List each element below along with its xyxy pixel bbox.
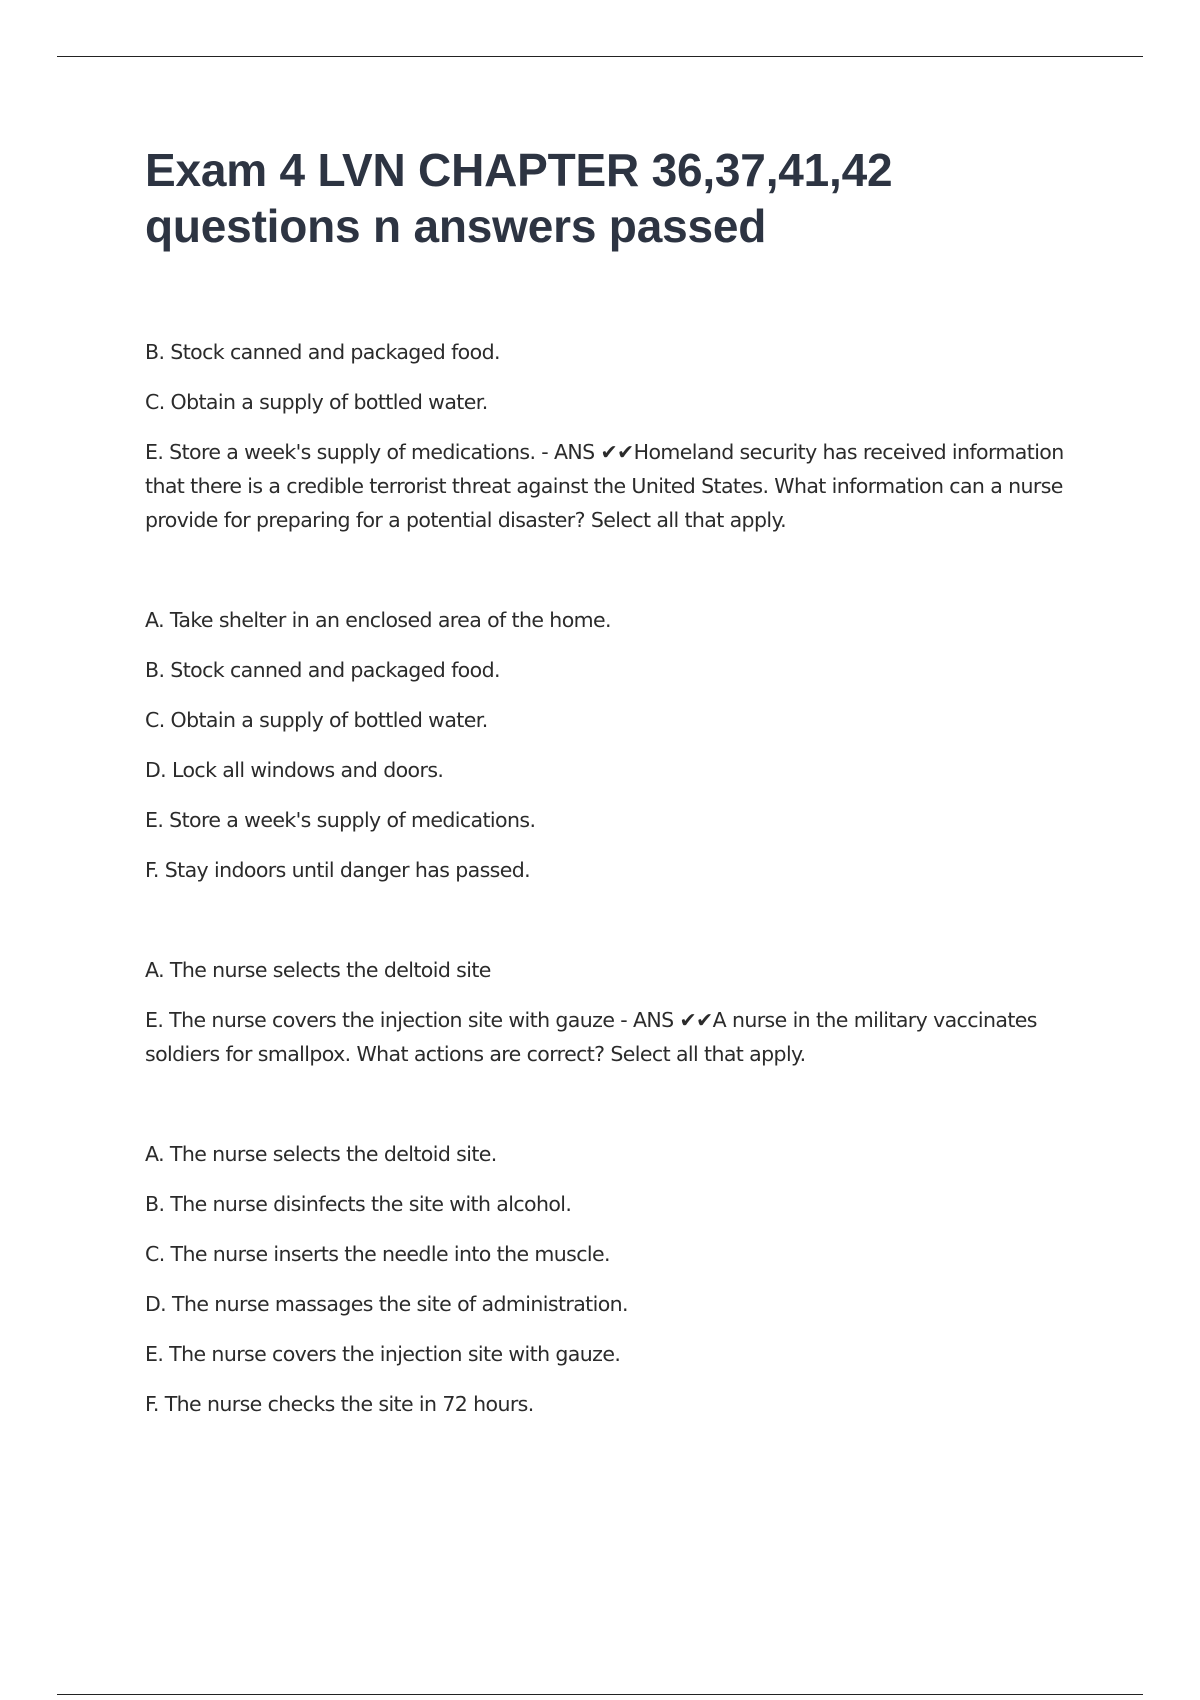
option-line: C. Obtain a supply of bottled water. [145,708,488,732]
bottom-rule [57,1694,1143,1695]
answer-line: B. Stock canned and packaged food. [145,340,500,364]
option-line: B. The nurse disinfects the site with alcohol. [145,1192,572,1216]
option-line: E. Store a week's supply of medications. [145,808,536,832]
option-line: F. Stay indoors until danger has passed. [145,858,531,882]
option-line: A. The nurse selects the deltoid site. [145,1142,497,1166]
option-line: E. The nurse covers the injection site with gauze. [145,1342,621,1366]
top-rule [57,56,1143,57]
option-line: A. Take shelter in an enclosed area of the home. [145,608,611,632]
option-line: C. The nurse inserts the needle into the muscle. [145,1242,610,1266]
option-line: D. Lock all windows and doors. [145,758,444,782]
answer-line: C. Obtain a supply of bottled water. [145,390,488,414]
option-line: F. The nurse checks the site in 72 hours. [145,1392,534,1416]
answer-question-paragraph: E. The nurse covers the injection site with gauze - ANS ✔✔A nurse in the military vaccinates soldiers for smallpox. What actions are correct? Select all that apply. [145,1008,1037,1066]
answer-line: A. The nurse selects the deltoid site [145,958,491,982]
document-body [145,142,1080,1421]
answer-question-paragraph: E. Store a week's supply of medications. - ANS ✔✔Homeland security has received information that there is a credible terrorist threat against the United States. What information can a nurse provide for preparing for a potential disaster? Select all that apply. [145,440,1064,532]
option-line: B. Stock canned and packaged food. [145,658,500,682]
option-line: D. The nurse massages the site of administration. [145,1292,628,1316]
document-title: Exam 4 LVN CHAPTER 36,37,41,42 questions n answers passed [145,144,893,252]
